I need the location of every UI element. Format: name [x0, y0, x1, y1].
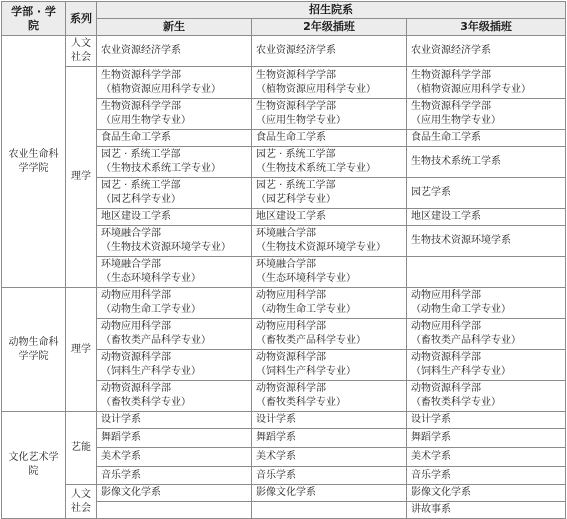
cell-freshman	[97, 319, 252, 350]
table-row	[2, 288, 566, 319]
cell-line: 环境融合学部	[101, 259, 161, 270]
cell-year3	[407, 36, 566, 67]
cell-line: 设计学系	[256, 414, 296, 425]
cell-line: 动物应用科学部	[411, 290, 481, 301]
cell-line: （饲料生产科学专业）	[256, 366, 356, 377]
cell-line: （生物技术系统工学专业）	[101, 163, 221, 174]
table-row	[2, 36, 566, 67]
cell-line: 舞蹈学系	[101, 432, 141, 443]
cell-line: （动物生命工学专业）	[256, 304, 356, 315]
cell-freshman	[97, 350, 252, 381]
cell-line: 动物资源科学部	[101, 352, 171, 363]
cell-line: 设计学系	[411, 414, 451, 425]
cell-line: （园艺科学专业）	[101, 194, 181, 205]
cell-line: 生物资源科学学部	[101, 69, 181, 81]
header-admission: 招生院系	[97, 2, 566, 19]
cell-year3	[407, 319, 566, 350]
cell-year2	[252, 350, 407, 381]
cell-line: 生物资源科学学部	[411, 69, 491, 81]
header-freshman: 新生	[97, 19, 252, 36]
cell-line: 园艺 · 系统工学部	[256, 149, 336, 160]
cell-line: （生物技术系统工学专业）	[256, 163, 376, 174]
cell-year2	[252, 412, 407, 429]
cell-line: （动物生命工学专业）	[101, 304, 201, 315]
cell-freshman	[97, 429, 252, 448]
header-year3: 3年级插班	[407, 19, 566, 36]
cell-line: （应用生物学专业）	[411, 115, 501, 126]
cell-line: 动物应用科学部	[256, 290, 326, 301]
admission-table	[1, 1, 566, 519]
cell-line: 动物资源科学部	[256, 383, 326, 394]
cell-line: 音乐学系	[411, 469, 451, 481]
cell-year3	[407, 209, 566, 226]
cell-line: （畜牧类产品科学专业）	[411, 335, 521, 346]
cell-year3	[407, 99, 566, 130]
cell-year2	[252, 67, 407, 99]
cell-line: 动物应用科学部	[256, 321, 326, 332]
cell-freshman	[97, 67, 252, 99]
cell-year3	[407, 448, 566, 467]
cell-line: （应用生物学专业）	[256, 115, 346, 126]
cell-year2	[252, 36, 407, 67]
cell-line: （畜牧类科学专业）	[411, 397, 501, 408]
cell-line: （动物生命工学专业）	[411, 304, 511, 315]
header-faculty: 学部 · 学院	[2, 2, 66, 36]
cell-line: 美术学系	[101, 451, 141, 462]
cell-line: 影像文化学系	[411, 487, 471, 498]
cell-line: 美术学系	[411, 451, 451, 462]
cell-freshman	[97, 288, 252, 319]
table-row	[2, 485, 566, 502]
cell-year2	[252, 467, 407, 485]
cell-year3	[407, 350, 566, 381]
cell-line: 食品生命工学系	[256, 132, 326, 143]
cell-year2	[252, 147, 407, 178]
cell-line: 影像文化学系	[101, 487, 161, 498]
cell-line: 美术学系	[256, 451, 296, 462]
cell-line: 生物技术系统工学系	[411, 156, 501, 167]
cell-line: （畜牧类产品科学专业）	[256, 335, 366, 346]
cell-line: 园艺 · 系统工学部	[101, 149, 181, 160]
series-arts-culture: 艺能	[66, 412, 97, 485]
cell-line: 地区建设工学系	[411, 211, 481, 222]
series-humanities-agri: 人文社会	[66, 36, 97, 67]
cell-year3	[407, 429, 566, 448]
cell-line: 讲故事系	[411, 504, 451, 515]
cell-line: 动物资源科学部	[411, 383, 481, 394]
cell-freshman	[97, 36, 252, 67]
cell-year3	[407, 288, 566, 319]
cell-year2	[252, 448, 407, 467]
cell-line: （饲料生产科学专业）	[411, 366, 511, 377]
cell-line: 园艺学系	[411, 187, 451, 198]
series-humanities-culture: 人文社会	[66, 485, 97, 519]
cell-line: （畜牧类科学专业）	[256, 397, 346, 408]
cell-year2	[252, 99, 407, 130]
cell-year2	[252, 257, 407, 288]
cell-line: 影像文化学系	[256, 487, 316, 498]
cell-line: （畜牧类产品科学专业）	[101, 335, 211, 346]
cell-freshman	[97, 467, 252, 485]
cell-year2	[252, 226, 407, 257]
cell-year2	[252, 485, 407, 502]
table-row	[2, 412, 566, 429]
cell-line: 食品生命工学系	[101, 132, 171, 143]
cell-line: （植物资源应用科学专业）	[101, 83, 221, 95]
cell-line: 农业资源经济学系	[101, 45, 181, 56]
cell-line: （畜牧类科学专业）	[101, 397, 191, 408]
cell-year2	[252, 381, 407, 412]
cell-line: 农业资源经济学系	[256, 45, 336, 56]
cell-year2	[252, 319, 407, 350]
series-science-animal: 理学	[66, 288, 97, 412]
cell-freshman	[97, 209, 252, 226]
cell-freshman	[97, 99, 252, 130]
cell-year2	[252, 288, 407, 319]
faculty-agri: 农业生命科学学院	[2, 36, 66, 288]
cell-freshman	[97, 130, 252, 147]
cell-year3	[407, 381, 566, 412]
cell-year3	[407, 130, 566, 147]
cell-line: 环境融合学部	[101, 228, 161, 239]
cell-line: （应用生物学专业）	[101, 115, 191, 126]
cell-line: （生态环境科学专业）	[101, 273, 201, 284]
cell-year2	[252, 130, 407, 147]
cell-year2	[252, 502, 407, 519]
cell-line: 设计学系	[101, 414, 141, 425]
cell-year2	[252, 209, 407, 226]
cell-year3	[407, 147, 566, 178]
cell-line: （园艺科学专业）	[256, 194, 336, 205]
cell-freshman	[97, 485, 252, 502]
cell-line: （植物资源应用科学专业）	[411, 83, 531, 95]
cell-line: 生物资源科学学部	[256, 101, 336, 112]
cell-freshman	[97, 381, 252, 412]
cell-line: 动物应用科学部	[101, 321, 171, 332]
cell-line: 动物应用科学部	[411, 321, 481, 332]
cell-line: （生物技术资源环境学专业）	[256, 242, 386, 253]
cell-freshman	[97, 226, 252, 257]
cell-freshman	[97, 412, 252, 429]
cell-year3	[407, 178, 566, 209]
header-series: 系列	[66, 2, 97, 36]
cell-line: 环境融合学部	[256, 259, 316, 270]
cell-line: （生物技术资源环境学专业）	[101, 242, 231, 253]
cell-line: 地区建设工学系	[101, 211, 171, 222]
cell-line: 舞蹈学系	[256, 432, 296, 443]
faculty-culture: 文化艺术学院	[2, 412, 66, 519]
table-row	[2, 67, 566, 99]
cell-year3	[407, 467, 566, 485]
cell-line: 动物应用科学部	[101, 290, 171, 301]
cell-freshman	[97, 178, 252, 209]
cell-line: 动物资源科学部	[256, 352, 326, 363]
cell-year3	[407, 485, 566, 502]
cell-line: 食品生命工学系	[411, 132, 481, 143]
cell-line: 动物资源科学部	[101, 383, 171, 394]
cell-line: 生物资源科学学部	[256, 69, 336, 81]
cell-line: 地区建设工学系	[256, 211, 326, 222]
cell-year3	[407, 226, 566, 257]
cell-line: 环境融合学部	[256, 228, 316, 239]
cell-freshman	[97, 502, 252, 519]
cell-line: 生物资源科学学部	[101, 101, 181, 112]
header-year2: 2年级插班	[252, 19, 407, 36]
faculty-animal: 动物生命科学学院	[2, 288, 66, 412]
cell-year3	[407, 412, 566, 429]
cell-line: 动物资源科学部	[411, 352, 481, 363]
cell-year3	[407, 67, 566, 99]
cell-line: 舞蹈学系	[411, 432, 451, 443]
cell-year3	[407, 502, 566, 519]
cell-line: 园艺 · 系统工学部	[256, 180, 336, 191]
cell-line: 音乐学系	[256, 469, 296, 481]
cell-year2	[252, 429, 407, 448]
cell-year2	[252, 178, 407, 209]
cell-freshman	[97, 448, 252, 467]
cell-line: （生态环境科学专业）	[256, 273, 356, 284]
cell-line: 生物技术资源环境学系	[411, 235, 511, 246]
cell-line: （植物资源应用科学专业）	[256, 83, 376, 95]
cell-line: 音乐学系	[101, 469, 141, 481]
cell-line: 生物资源科学学部	[411, 101, 491, 112]
cell-year3	[407, 257, 566, 288]
cell-freshman	[97, 147, 252, 178]
cell-freshman	[97, 257, 252, 288]
cell-line: 园艺 · 系统工学部	[101, 180, 181, 191]
cell-line: 农业资源经济学系	[411, 45, 491, 56]
series-science-agri: 理学	[66, 67, 97, 288]
cell-line: （饲料生产科学专业）	[101, 366, 201, 377]
